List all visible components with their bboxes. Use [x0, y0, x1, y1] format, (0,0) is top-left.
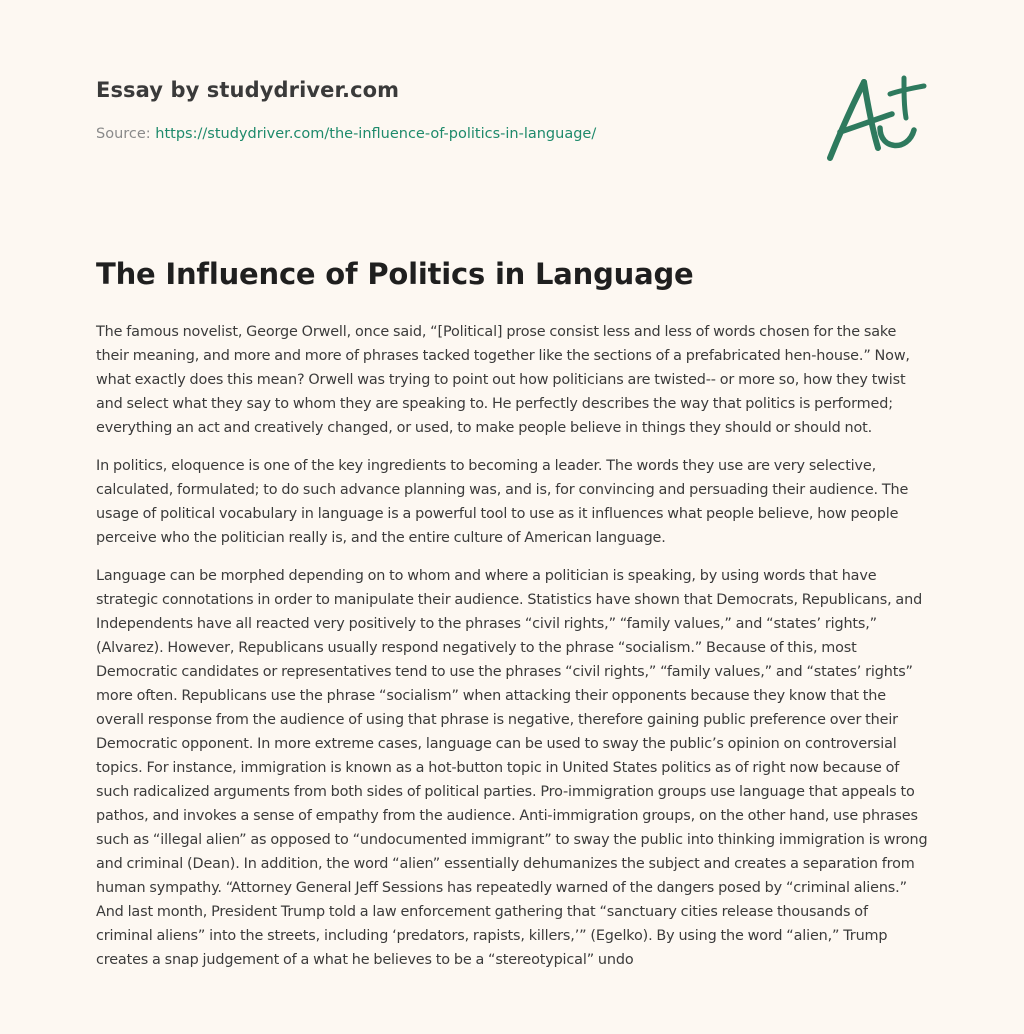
source-line: [96, 123, 796, 145]
essay-paragraph: In politics, eloquence is one of the key ingredients to becoming a leader. The words they use are very selective, calculated, formulated; to do such advance planning was, and is, for convincing and persuading their audience. The usage of political vocabulary in language is a powerful tool to use as it influences what people believe, how people perceive who the politician really is, and the entire culture of American language.: [96, 458, 909, 546]
source-link[interactable]: https://studydriver.com/the-influence-of-politics-in-language/: [155, 126, 597, 142]
essay-paragraph: Language can be morphed depending on to whom and where a politician is speaking, by using words that have strategic connotations in order to manipulate their audience. Statistics have shown that Democrats, Republicans, and Independents have all reacted very positively to the phrases “civil rights,” “family values,” and “states’ rights,” (Alvarez). However, Republicans usually respond negatively to the phrase “socialism.” Because of this, most Democratic candidates or representatives tend to use the phrases “civil rights,” “family values,” and “states’ rights” more often. Republicans use the phrase “socialism” when attacking their opponents because they know that the overall response from the audience of using that phrase is negative, therefore gaining public preference over their Democratic opponent. In more extreme cases, language can be used to sway the public’s opinion on controversial topics. For instance, immigration is known as a hot-button topic in United States politics as of right now because of such radicalized arguments from both sides of political parties. Pro-immigration groups use language that appeals to pathos, and invokes a sense of empathy from the audience. Anti-immigration groups, on the other hand, use phrases such as “illegal alien” as opposed to “undocumented immigrant” to sway the public into thinking immigration is wrong and criminal (Dean). In addition, the word “alien” essentially dehumanizes the subject and creates a separation from human sympathy. “Attorney General Jeff Sessions has repeatedly warned of the dangers posed by “criminal aliens.” And last month, President Trump told a law enforcement gathering that “sanctuary cities release thousands of criminal aliens” into the streets, including ‘predators, rapists, killers,’” (Egelko). By using the word “alien,” Trump creates a snap judgement of a what he believes to be a “stereotypical” undo: [96, 568, 928, 968]
site-title: Essay by studydriver.com: [96, 78, 400, 102]
essay-content: [96, 252, 928, 986]
a-plus-grade-icon: [820, 66, 930, 166]
essay-paragraph: The famous novelist, George Orwell, once said, “[Political] prose consist less and less of words chosen for the sake their meaning, and more and more of phrases tacked together like the sections of a prefabricated hen-house.” Now, what exactly does this mean? Orwell was trying to point out how politicians are twisted-- or more so, how they twist and select what they say to whom they are speaking to. He perfectly describes the way that politics is performed; everything an act and creatively changed, or used, to make people believe in things they should or should not.: [96, 324, 910, 436]
page-header: [96, 74, 796, 145]
essay-title: The Influence of Politics in Language: [96, 257, 694, 291]
source-label: Source:: [96, 126, 151, 142]
